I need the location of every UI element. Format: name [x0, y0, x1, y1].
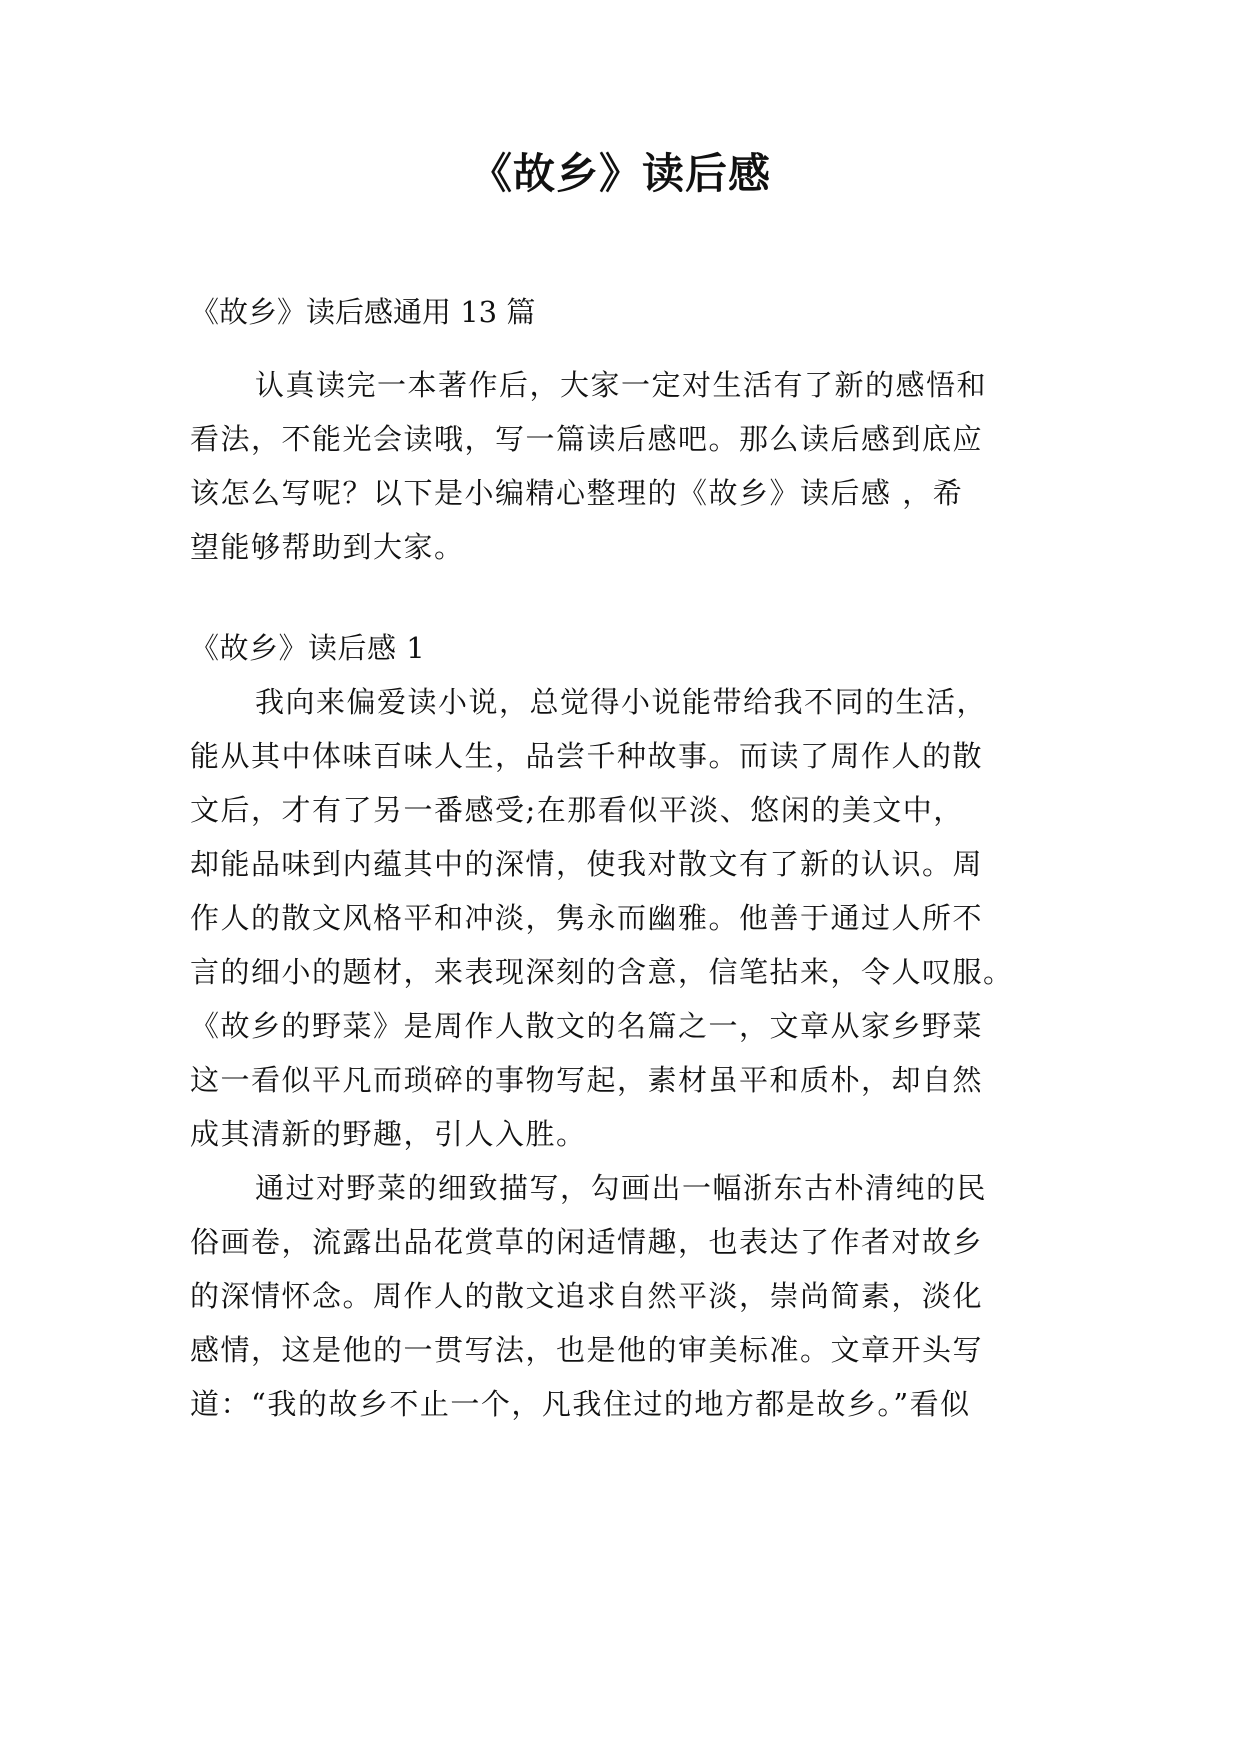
body-line: 的深情怀念。周作人的散文追求自然平淡，崇尚简素，淡化: [190, 1279, 984, 1313]
body-line: 却能品味到内蕴其中的深情，使我对散文有了新的认识。周: [190, 847, 984, 881]
intro-line: 看法，不能光会读哦，写一篇读后感吧。那么读后感到底应: [190, 422, 984, 456]
body-line: 我向来偏爱读小说，总觉得小说能带给我不同的生活，: [255, 685, 988, 719]
body-line: 道：“我的故乡不止一个，凡我住过的地方都是故乡。”看似: [190, 1387, 971, 1421]
intro-line: 认真读完一本著作后，大家一定对生活有了新的感悟和: [255, 368, 988, 402]
body-line: 能从其中体味百味人生，品尝千种故事。而读了周作人的散: [190, 739, 984, 773]
body-line: 《故乡的野菜》是周作人散文的名篇之一，文章从家乡野菜: [190, 1009, 984, 1043]
body-line: 感情，这是他的一贯写法，也是他的审美标准。文章开头写: [190, 1333, 984, 1367]
body-line: 作人的散文风格平和冲淡，隽永而幽雅。他善于通过人所不: [190, 901, 984, 935]
body-line: 通过对野菜的细致描写，勾画出一幅浙东古朴清纯的民: [255, 1171, 988, 1205]
intro-line: 望能够帮助到大家。: [190, 530, 465, 564]
body-line: 言的细小的题材，来表现深刻的含意，信笔拈来，令人叹服。: [190, 955, 1014, 989]
body-line: 这一看似平凡而琐碎的事物写起，素材虽平和质朴，却自然: [190, 1063, 984, 1097]
document-title: 《故乡》读后感: [469, 149, 771, 198]
body-line: 文后，才有了另一番感受;在那看似平淡、悠闲的美文中，: [190, 793, 964, 827]
intro-line: 该怎么写呢？以下是小编精心整理的《故乡》读后感 ，希: [190, 476, 964, 510]
body-line: 成其清新的野趣，引人入胜。: [190, 1117, 587, 1151]
body-line: 俗画卷，流露出品花赏草的闲适情趣，也表达了作者对故乡: [190, 1225, 984, 1259]
document-subtitle: 《故乡》读后感通用 13 篇: [190, 295, 536, 329]
section-heading: 《故乡》读后感 1: [190, 631, 426, 665]
